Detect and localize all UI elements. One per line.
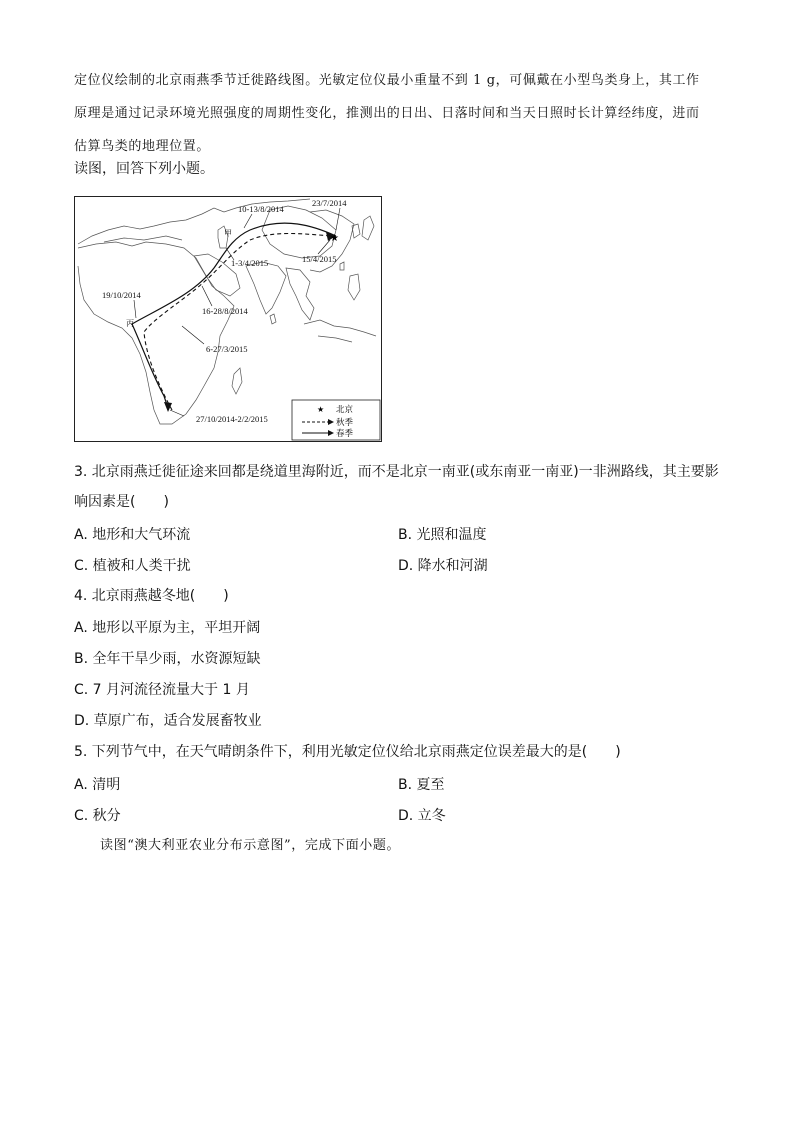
intro-line-3: 估算鸟类的地理位置。	[74, 139, 211, 154]
legend-autumn: 秋季	[336, 417, 354, 427]
intro-line-2: 原理是通过记录环境光照强度的周期性变化，推测出的日出、日落时间和当天日照时长计算经纬度，进而	[74, 106, 700, 121]
map-label-bing: 丙	[126, 319, 134, 328]
map-legend	[292, 400, 380, 440]
question-4-stem: 4. 北京雨燕越冬地( )	[74, 588, 229, 604]
q5-option-d[interactable]: D. 立冬	[398, 808, 446, 824]
q4-option-b[interactable]: B. 全年干旱少雨，水资源短缺	[74, 651, 261, 667]
map-label-16-28-8-2014: 16-28/8/2014	[202, 306, 248, 316]
q5-option-b[interactable]: B. 夏至	[398, 777, 445, 793]
map-label-19-10-2014: 19/10/2014	[102, 290, 141, 300]
q4-option-d[interactable]: D. 草原广布，适合发展畜牧业	[74, 713, 262, 729]
reading-instruction: 读图，回答下列小题。	[74, 161, 214, 177]
legend-beijing: 北京	[336, 404, 354, 414]
migration-route-map	[74, 196, 382, 442]
question-3-stem-line-1: 3. 北京雨燕迁徙征途来回都是绕道里海附近，而不是北京一南亚(或东南亚一南亚)一非洲路线，其主要影	[74, 464, 719, 480]
map-svg	[74, 196, 382, 442]
beijing-star-icon: ★	[330, 233, 339, 244]
next-section-instruction: 读图“澳大利亚农业分布示意图”，完成下面小题。	[100, 838, 401, 853]
q3-option-b[interactable]: B. 光照和温度	[398, 527, 487, 543]
q5-option-a[interactable]: A. 清明	[74, 777, 121, 793]
map-label-15-4-2015: 15/4/2015	[302, 254, 337, 264]
legend-star-icon: ★	[317, 405, 325, 414]
intro-paragraph	[74, 64, 722, 163]
q3-option-a[interactable]: A. 地形和大气环流	[74, 527, 191, 543]
map-label-27-10-2014-2-2-2015: 27/10/2014-2/2/2015	[196, 414, 268, 424]
q3-option-d[interactable]: D. 降水和河湖	[398, 558, 488, 574]
question-3	[74, 460, 722, 514]
question-3-stem-line-2: 响因素是( )	[74, 494, 169, 510]
legend-spring: 春季	[336, 428, 354, 438]
intro-line-1: 定位仪绘制的北京雨燕季节迁徙路线图。光敏定位仪最小重量不到 1 g，可佩戴在小型鸟类身上，其工作	[74, 73, 700, 88]
map-label-10-13-8-2014: 10-13/8/2014	[238, 204, 284, 214]
map-label-1-3-4-2015: 1-3/4/2015	[231, 258, 269, 268]
map-label-6-27-3-2015: 6-27/3/2015	[206, 344, 248, 354]
map-label-jia: 甲	[224, 229, 232, 238]
q4-option-c[interactable]: C. 7 月河流径流量大于 1 月	[74, 682, 250, 698]
question-5-stem: 5. 下列节气中，在天气晴朗条件下，利用光敏定位仪给北京雨燕定位误差最大的是( )	[74, 744, 621, 760]
q5-option-c[interactable]: C. 秋分	[74, 808, 121, 824]
q4-option-a[interactable]: A. 地形以平原为主，平坦开阔	[74, 620, 261, 636]
q3-option-c[interactable]: C. 植被和人类干扰	[74, 558, 191, 574]
map-label-23-7-2014: 23/7/2014	[312, 198, 347, 208]
